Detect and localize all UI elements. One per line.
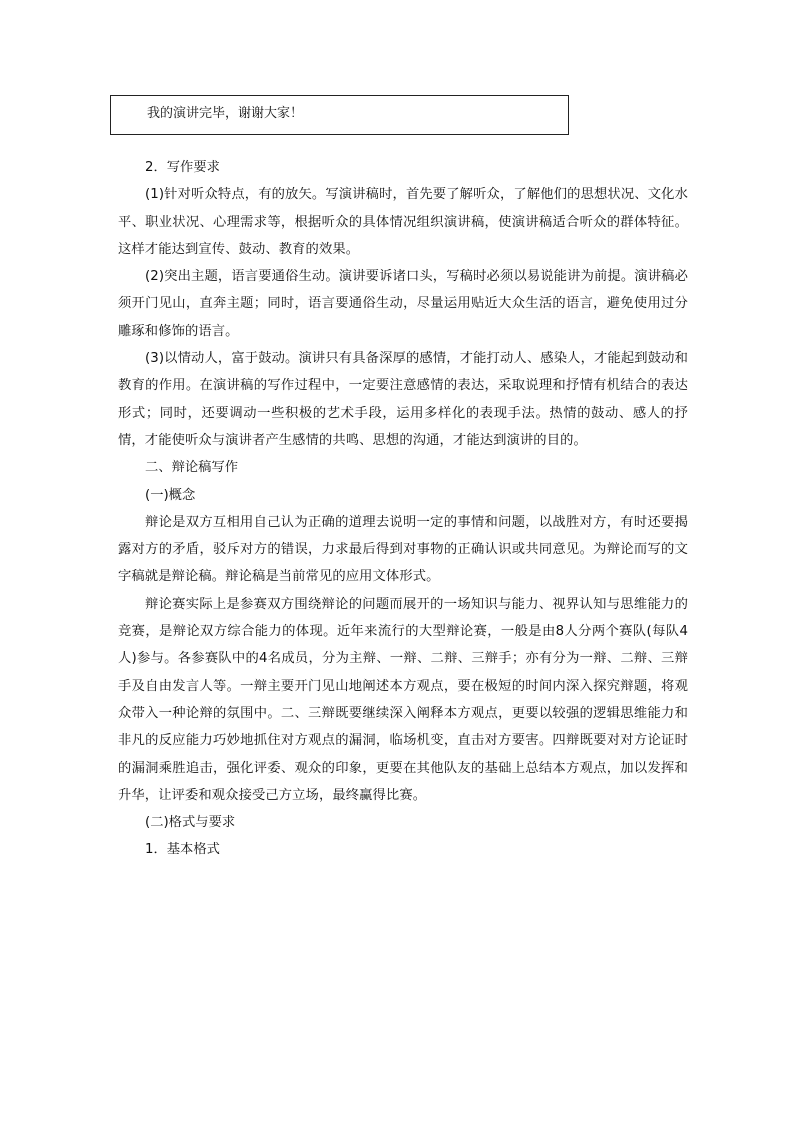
- document-body: [118, 154, 688, 864]
- section-heading-debate-writing: 二、辩论稿写作: [145, 460, 239, 476]
- paragraph-debate-competition: 辩论赛实际上是参赛双方围绕辩论的问题而展开的一场知识与能力、视界认知与思维能力的竞赛，是辩论双方综合能力的体现。近年来流行的大型辩论赛，一般是由8人分两个赛队(每队4人)参与。各参赛队中的4名成员，分为主辩、一辩、二辩、三辩手；亦有分为一辩、二辩、三辩手及自由发言人等。一辩主要开门见山地阐述本方观点，要在极短的时间内深入探究辩题，将观众带入一种论辩的氛围中。二、三辩既要继续深入阐释本方观点，更要以较强的逻辑思维能力和非凡的反应能力巧妙地抓住对方观点的漏洞，临场机变，直击对方要害。四辩既要对对方论证时的漏洞乘胜追击，强化评委、观众的印象，更要在其他队友的基础上总结本方观点，加以发挥和升华，让评委和观众接受己方立场，最终赢得比赛。: [118, 596, 688, 803]
- quote-text: 我的演讲完毕，谢谢大家！: [147, 106, 304, 121]
- paragraph-emotion: (3)以情动人，富于鼓动。演讲只有具备深厚的感情，才能打动人、感染人，才能起到鼓动和教育的作用。在演讲稿的写作过程中，一定要注意感情的表达，采取说理和抒情有机结合的表达形式；同时，还要调动一些积极的艺术手段，运用多样化的表现手法。热情的鼓动、感人的抒情，才能使听众与演讲者产生感情的共鸣、思想的沟通，才能达到演讲的目的。: [118, 351, 688, 448]
- paragraph-debate-definition: 辩论是双方互相用自己认为正确的道理去说明一定的事情和问题，以战胜对方，有时还要揭露对方的矛盾，驳斥对方的错误，力求最后得到对事物的正确认识或共同意见。为辩论而写的文字稿就是辩论稿。辩论稿是当前常见的应用文体形式。: [118, 514, 688, 585]
- section-heading-writing-requirements: 2．写作要求: [145, 160, 220, 175]
- quote-box: [110, 95, 569, 135]
- section-heading-concept: (一)概念: [145, 487, 196, 503]
- section-heading-basic-format: 1．基本格式: [145, 842, 220, 858]
- paragraph-theme-language: (2)突出主题，语言要通俗生动。演讲要诉诸口头，写稿时必须以易说能讲为前提。演讲稿必须开门见山，直奔主题；同时，语言要通俗生动，尽量运用贴近大众生活的语言，避免使用过分雕琢和修饰的语言。: [118, 269, 688, 339]
- section-heading-format-requirements: (二)格式与要求: [145, 815, 236, 831]
- paragraph-audience: (1)针对听众特点，有的放矢。写演讲稿时，首先要了解听众，了解他们的思想状况、文化水平、职业状况、心理需求等，根据听众的具体情况组织演讲稿，使演讲稿适合听众的群体特征。这样才能达到宣传、鼓动、教育的效果。: [118, 187, 688, 257]
